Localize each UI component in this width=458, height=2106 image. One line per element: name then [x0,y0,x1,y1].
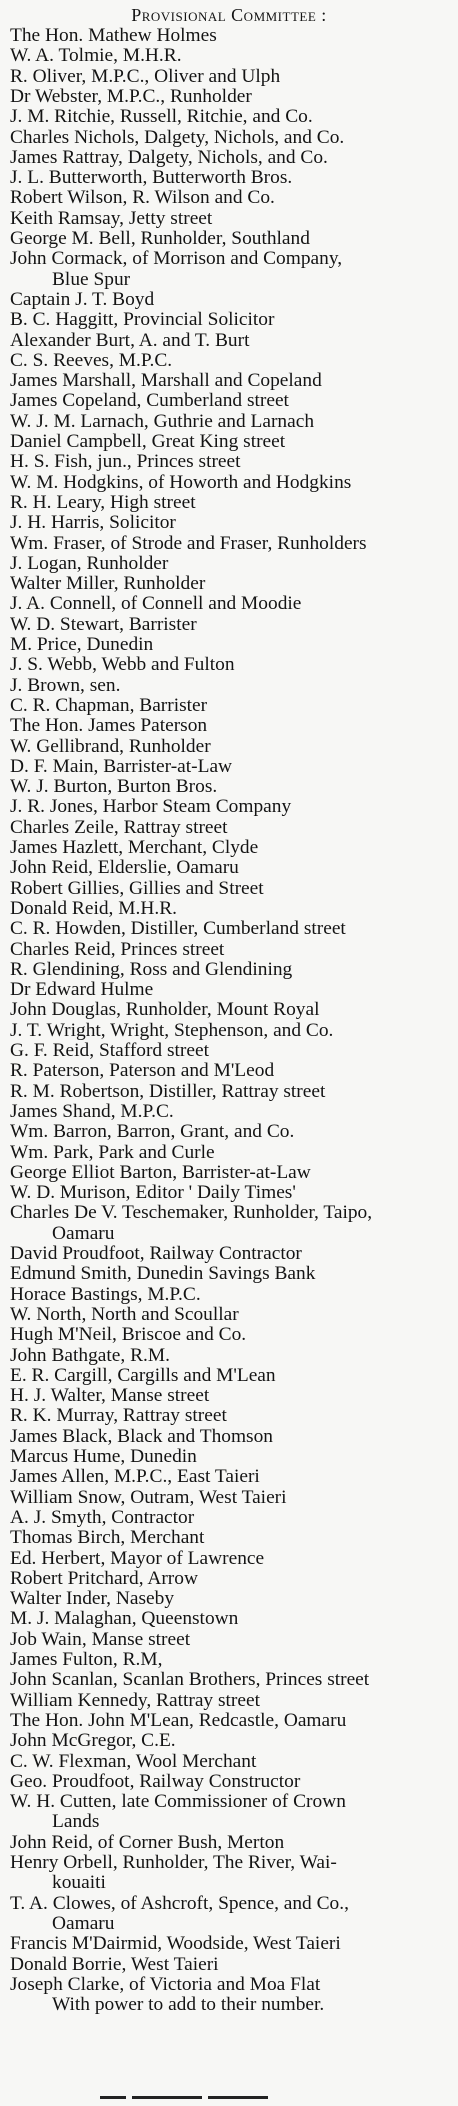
committee-member [10,1609,454,1629]
committee-member [10,1528,454,1548]
member-line: R. H. Leary, High street [10,491,196,513]
member-line: Dr Webster, M.P.C., Runholder [10,85,252,107]
committee-member [10,1853,454,1894]
member-line: George Elliot Barton, Barrister-at-Law [10,1161,311,1183]
committee-member [10,1752,454,1772]
committee-member [10,1670,454,1690]
committee-member [10,26,454,46]
member-line: Dr Edward Hulme [10,979,154,1001]
committee-member [10,87,454,107]
member-line: George M. Bell, Runholder, Southland [10,228,310,249]
closing-note: With power to add to their number. [52,1994,325,2016]
committee-member [10,655,454,675]
committee-member [10,574,454,594]
member-line: J. R. Jones, Harbor Steam Company [10,796,292,818]
member-line: R. Oliver, M.P.C., Oliver and Ulph [10,65,281,87]
committee-member [10,1508,454,1528]
member-line: J. L. Butterworth, Butterworth Bros. [10,167,293,189]
member-line: H. J. Walter, Manse street [10,1385,210,1407]
committee-member [10,1021,454,1041]
member-line-continuation: Blue Spur [52,268,131,290]
committee-member [10,1467,454,1487]
committee-member [10,1244,454,1264]
member-line: John McGregor, C.E. [10,1730,176,1752]
member-line: W. Gellibrand, Runholder [10,735,211,757]
committee-member [10,1000,454,1020]
committee-member [10,899,454,919]
committee-member [10,1163,454,1183]
committee-member [10,1406,454,1426]
committee-member [10,940,454,960]
member-line: Charles De V. Teschemaker, Runholder, Taipo, [10,1202,373,1224]
member-line: R. M. Robertson, Distiller, Rattray street [10,1080,326,1102]
committee-member [10,1386,454,1406]
committee-member [10,1549,454,1569]
committee-member [10,1792,454,1833]
committee-member [10,818,454,838]
member-line: C. S. Reeves, M.P.C. [10,349,173,371]
member-line: David Proudfoot, Railway Contractor [10,1243,302,1264]
committee-member [10,209,454,229]
member-line: William Kennedy, Rattray street [10,1689,260,1711]
committee-member [10,1366,454,1386]
member-line: Keith Ramsay, Jetty street [10,207,213,229]
committee-member [10,1143,454,1163]
committee-member [10,513,454,533]
committee-member [10,128,454,148]
committee-member [10,1772,454,1792]
committee-member [10,1082,454,1102]
member-line: Geo. Proudfoot, Railway Constructor [10,1770,301,1792]
member-line: H. S. Fish, jun., Princes street [10,451,241,473]
member-line: John Reid, of Corner Bush, Merton [10,1831,285,1853]
committee-member [10,371,454,391]
member-line: James Black, Black and Thomson [10,1425,273,1447]
member-line: The Hon. John M'Lean, Redcastle, Oamaru [10,1709,347,1731]
member-line: J. A. Connell, of Connell and Moodie [10,593,302,615]
member-line: W. H. Cutten, late Commissioner of Crown [10,1791,346,1813]
member-line: Captain J. T. Boyd [10,288,155,310]
committee-member [10,1447,454,1467]
committee-member [10,473,454,493]
member-line: T. A. Clowes, of Ashcroft, Spence, and Co., [10,1892,349,1914]
member-line: John Douglas, Runholder, Mount Royal [10,999,320,1021]
committee-member [10,716,454,736]
member-line: Alexander Burt, A. and T. Burt [10,329,250,351]
committee-member [10,879,454,899]
member-line: John Reid, Elderslie, Oamaru [10,857,239,879]
committee-member [10,1691,454,1711]
committee-member [10,148,454,168]
member-line: Daniel Campbell, Great King street [10,431,286,452]
member-line: Wm. Park, Park and Curle [10,1141,215,1163]
committee-member [10,1731,454,1751]
committee-member [10,1711,454,1731]
member-line: Robert Wilson, R. Wilson and Co. [10,187,275,209]
committee-member [10,107,454,127]
member-line-continuation: kouaiti [52,1872,106,1894]
committee-member [10,412,454,432]
committee-member [10,696,454,716]
member-line: C. R. Howden, Distiller, Cumberland street [10,918,346,940]
committee-member [10,432,454,452]
committee-member [10,676,454,696]
member-line: William Snow, Outram, West Taieri [10,1486,287,1508]
cutoff-next-heading-fragment [100,2096,360,2106]
committee-member [10,1041,454,1061]
member-line: Ed. Herbert, Mayor of Lawrence [10,1547,265,1569]
committee-member [10,1955,454,1975]
member-line-continuation: Lands [52,1811,100,1833]
member-line: R. Paterson, Paterson and M'Leod [10,1060,275,1082]
member-line: Henry Orbell, Runholder, The River, Wai- [10,1852,337,1873]
member-line: R. Glendining, Ross and Glendining [10,958,293,980]
committee-member [10,980,454,1000]
member-line: Donald Borrie, West Taieri [10,1953,219,1975]
member-line: R. K. Murray, Rattray street [10,1405,227,1427]
member-line: W. J. Burton, Burton Bros. [10,776,218,798]
committee-member [10,1183,454,1203]
member-line: M. Price, Dunedin [10,634,154,655]
member-line: Robert Gillies, Gillies and Street [10,877,264,899]
committee-member [10,757,454,777]
committee-member [10,1102,454,1122]
member-line: James Fulton, R.M, [10,1649,163,1670]
member-line: James Marshall, Marshall and Copeland [10,370,322,392]
member-line: Walter Inder, Naseby [10,1588,175,1610]
committee-member [10,838,454,858]
member-line: James Allen, M.P.C., East Taieri [10,1466,260,1488]
member-line: Edmund Smith, Dunedin Savings Bank [10,1263,316,1285]
committee-member [10,1975,454,1995]
committee-member [10,1589,454,1609]
committee-member [10,858,454,878]
member-line: W. J. M. Larnach, Guthrie and Larnach [10,410,315,432]
member-line: John Scanlan, Scanlan Brothers, Princes street [10,1669,370,1691]
committee-member [10,188,454,208]
committee-member [10,797,454,817]
committee-member [10,1285,454,1305]
member-line: Hugh M'Neil, Briscoe and Co. [10,1324,247,1346]
committee-member [10,1650,454,1670]
committee-member [10,1346,454,1366]
member-line: The Hon. Mathew Holmes [10,25,217,46]
member-line: W. D. Stewart, Barrister [10,613,197,635]
member-line: James Hazlett, Merchant, Clyde [10,837,259,858]
member-line: W. North, North and Scoullar [10,1303,239,1325]
member-line: Thomas Birch, Merchant [10,1527,205,1549]
member-line: G. F. Reid, Stafford street [10,1040,209,1061]
member-line: W. M. Hodgkins, of Howorth and Hodgkins [10,471,352,493]
committee-member [10,1630,454,1650]
member-line: Joseph Clarke, of Victoria and Moa Flat [10,1973,321,1995]
member-line: C. R. Chapman, Barrister [10,694,208,716]
committee-member [10,594,454,614]
member-line: E. R. Cargill, Cargills and M'Lean [10,1364,276,1386]
member-line: Wm. Fraser, of Strode and Fraser, Runholders [10,532,367,554]
member-line: James Copeland, Cumberland street [10,390,289,412]
committee-member [10,1488,454,1508]
member-line: Job Wain, Manse street [10,1628,191,1650]
member-line: J. S. Webb, Webb and Fulton [10,654,235,676]
member-line: Horace Bastings, M.P.C. [10,1283,201,1305]
committee-member [10,391,454,411]
committee-member [10,1305,454,1325]
committee-member [10,960,454,980]
committee-member [10,1061,454,1081]
member-line: James Shand, M.P.C. [10,1100,174,1122]
member-line: Charles Nichols, Dalgety, Nichols, and Co. [10,126,345,148]
member-line: D. F. Main, Barrister-at-Law [10,755,233,777]
member-line: Wm. Barron, Barron, Grant, and Co. [10,1121,295,1143]
committee-member [10,493,454,513]
member-line: Marcus Hume, Dunedin [10,1446,197,1467]
section-heading: Provisional Committee : [131,5,327,25]
member-line-continuation: Oamaru [52,1222,115,1244]
member-line: M. J. Malaghan, Queenstown [10,1608,239,1630]
member-line: C. W. Flexman, Wool Merchant [10,1750,257,1772]
committee-member [10,46,454,66]
committee-member [10,229,454,249]
member-line: Robert Pritchard, Arrow [10,1567,198,1589]
committee-member [10,310,454,330]
committee-member [10,290,454,310]
member-line: B. C. Haggitt, Provincial Solicitor [10,309,275,331]
committee-member [10,1427,454,1447]
committee-member [10,331,454,351]
committee-member [10,67,454,87]
committee-member [10,554,454,574]
committee-member [10,534,454,554]
member-line: James Rattray, Dalgety, Nichols, and Co. [10,146,328,168]
committee-member [10,351,454,371]
committee-member [10,1325,454,1345]
committee-member [10,1264,454,1284]
member-line: J. Logan, Runholder [10,552,169,574]
member-line: W. A. Tolmie, M.H.R. [10,45,182,67]
committee-member [10,737,454,757]
member-line: J. T. Wright, Wright, Stephenson, and Co. [10,1019,334,1041]
member-line: The Hon. James Paterson [10,715,208,737]
member-line: John Bathgate, R.M. [10,1344,170,1366]
member-line-continuation: Oamaru [52,1912,115,1934]
committee-member [10,615,454,635]
member-line: A. J. Smyth, Contractor [10,1506,195,1528]
committee-member [10,777,454,797]
member-line: J. M. Ritchie, Russell, Ritchie, and Co. [10,106,313,128]
committee-member [10,1122,454,1142]
member-line: Walter Miller, Runholder [10,573,206,595]
member-line: Donald Reid, M.H.R. [10,897,177,919]
member-line: J. Brown, sen. [10,674,121,696]
committee-member [10,1833,454,1853]
committee-member [10,1894,454,1935]
committee-member [10,168,454,188]
committee-member [10,1569,454,1589]
committee-member [10,635,454,655]
committee-member [10,249,454,290]
committee-member [10,452,454,472]
member-line: W. D. Murison, Editor ' Daily Times' [10,1182,296,1204]
committee-member [10,1934,454,1954]
member-line: J. H. Harris, Solicitor [10,512,176,534]
member-line: Charles Zeile, Rattray street [10,816,228,838]
member-line: John Cormack, of Morrison and Company, [10,248,343,270]
member-line: Charles Reid, Princes street [10,938,225,960]
committee-member [10,919,454,939]
member-line: Francis M'Dairmid, Woodside, West Taieri [10,1933,341,1955]
committee-member [10,1203,454,1244]
